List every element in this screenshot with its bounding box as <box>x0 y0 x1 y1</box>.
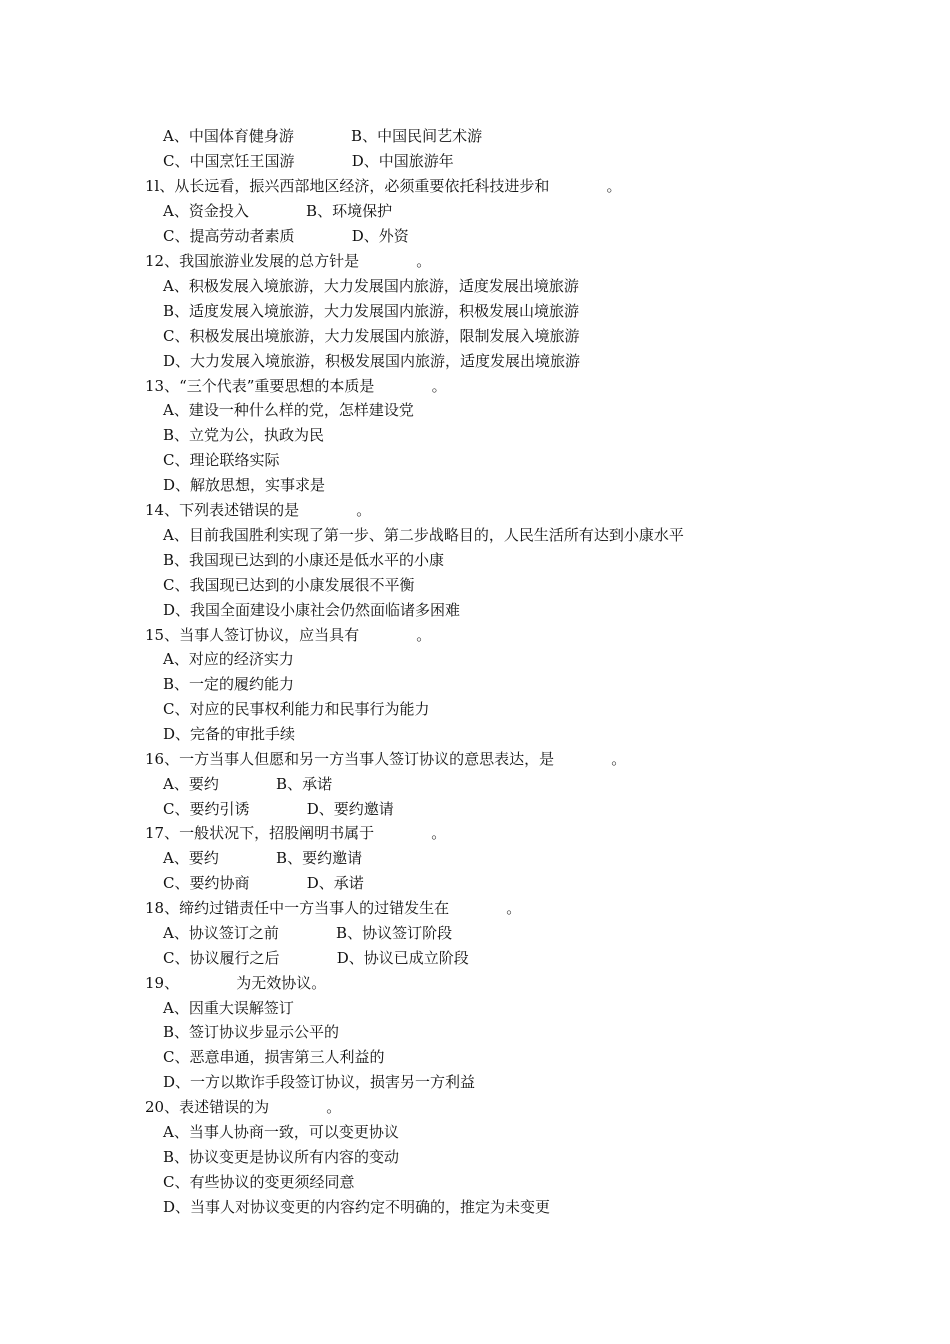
option-line: A、资金投入 B、环境保护 <box>163 202 393 220</box>
question-line: 12、我国旅游业发展的总方针是 。 <box>145 252 432 270</box>
option-line: B、协议变更是协议所有内容的变动 <box>163 1148 400 1166</box>
option-line: D、完备的审批手续 <box>163 725 296 743</box>
option-line: A、积极发展入境旅游，大力发展国内旅游，适度发展出境旅游 <box>163 277 579 295</box>
question-line: 14、下列表述错误的是 。 <box>145 501 372 519</box>
option-line: D、解放思想，实事求是 <box>163 476 326 494</box>
option-line: A、当事人协商一致，可以变更协议 <box>163 1123 399 1141</box>
question-line: 15、当事人签订协议，应当具有 。 <box>145 626 432 644</box>
option-line: C、中国烹饪王国游 D、中国旅游年 <box>163 152 454 170</box>
option-line: A、协议签订之前 B、协议签订阶段 <box>163 924 453 942</box>
question-line: 18、缔约过错责任中一方当事人的过错发生在 。 <box>145 899 522 917</box>
option-line: A、对应的经济实力 <box>163 650 294 668</box>
option-line: B、一定的履约能力 <box>163 675 295 693</box>
option-line: C、积极发展出境旅游，大力发展国内旅游，限制发展入境旅游 <box>163 327 580 345</box>
option-line: A、中国体育健身游 B、中国民间艺术游 <box>163 127 483 145</box>
option-line: D、大力发展入境旅游，积极发展国内旅游，适度发展出境旅游 <box>163 352 581 370</box>
option-line: D、我国全面建设小康社会仍然面临诸多困难 <box>163 601 461 619</box>
question-line: 19、 为无效协议。 <box>145 974 327 992</box>
option-line: C、提高劳动者素质 D、外资 <box>163 227 409 245</box>
option-line: D、当事人对协议变更的内容约定不明确的，推定为未变更 <box>163 1198 551 1216</box>
option-line: B、立党为公，执政为民 <box>163 426 325 444</box>
option-line: A、因重大误解签订 <box>163 999 294 1017</box>
option-line: B、适度发展入境旅游，大力发展国内旅游，积极发展山境旅游 <box>163 302 580 320</box>
question-line: 13、“三个代表”重要思想的本质是 。 <box>145 377 447 395</box>
option-line: A、要约 B、承诺 <box>163 775 333 793</box>
option-line: A、要约 B、要约邀请 <box>163 849 363 867</box>
option-line: C、协议履行之后 D、协议已成立阶段 <box>163 949 469 967</box>
option-line: C、对应的民事权利能力和民事行为能力 <box>163 700 430 718</box>
question-line: 16、一方当事人但愿和另一方当事人签订协议的意思表达，是 。 <box>145 750 627 768</box>
option-line: C、有些协议的变更须经同意 <box>163 1173 355 1191</box>
option-line: C、要约引诱 D、要约邀请 <box>163 800 394 818</box>
option-line: B、我国现已达到的小康还是低水平的小康 <box>163 551 445 569</box>
option-line: C、理论联络实际 <box>163 451 280 469</box>
option-line: A、目前我国胜利实现了第一步、第二步战略目的，人民生活所有达到小康水平 <box>163 526 684 544</box>
option-line: D、一方以欺诈手段签订协议，损害另一方利益 <box>163 1073 476 1091</box>
question-line: 1l、从长远看，振兴西部地区经济，必须重要依托科技进步和 。 <box>145 177 622 195</box>
question-line: 20、表述错误的为 。 <box>145 1098 342 1116</box>
option-line: C、我国现已达到的小康发展很不平衡 <box>163 576 415 594</box>
option-line: A、建设一种什么样的党，怎样建设党 <box>163 401 414 419</box>
option-line: C、要约协商 D、承诺 <box>163 874 364 892</box>
question-line: 17、一般状况下，招股阐明书属于 。 <box>145 824 447 842</box>
option-line: B、签订协议步显示公平的 <box>163 1023 340 1041</box>
option-line: C、恶意串通，损害第三人利益的 <box>163 1048 385 1066</box>
